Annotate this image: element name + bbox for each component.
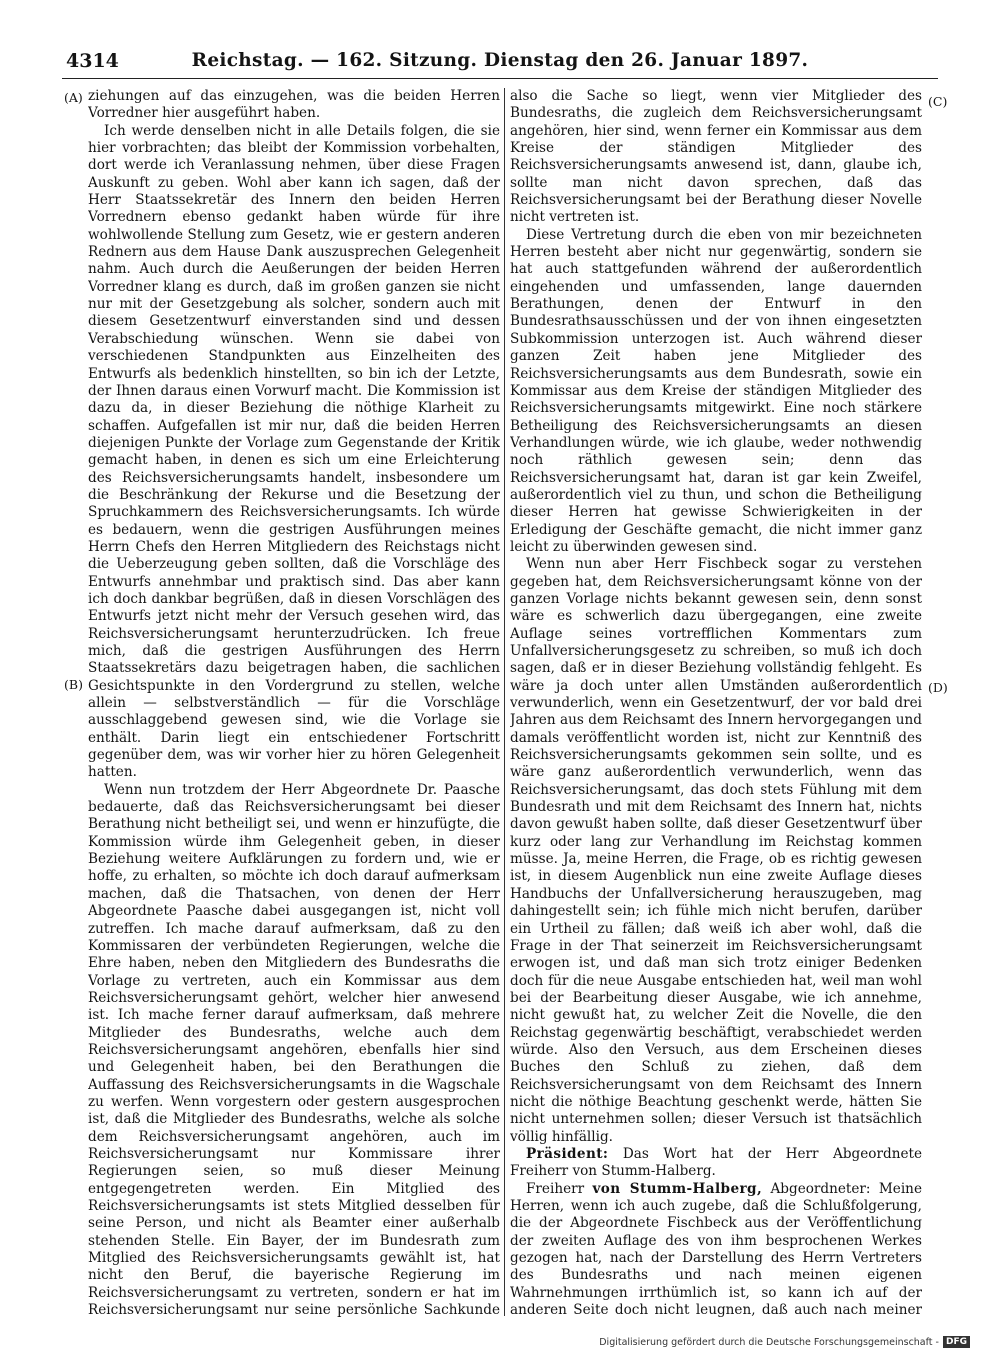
speaker-text: Abgeordneter: Meine Herren, wenn ich auch zugebe, daß die Schlußfolgerung, die der Abgeordnete Fischbeck aus der Veröffentlichung der zweiten Auflage des von ihm besprochenen Werkes gezogen hat, nach der Darstellung des Herrn Vertreters des Bundesraths und nach meinen eigenen Wahrnehmungen irrthümlich ist, so kann ich auf der anderen Seite doch nicht leugnen, daß auch nach meiner [510,1180,922,1318]
right-text-column [510,88,922,1318]
paragraph [510,1146,922,1181]
page-number: 4314 [66,50,119,72]
margin-marker-c: (C) [928,94,948,109]
dfg-logo: DFG [943,1336,970,1348]
margin-marker-a: (A) [64,90,83,105]
margin-marker-d: (D) [928,680,948,695]
paragraph: Diese Vertretung durch die eben von mir bezeichneten Herren besteht aber nicht nur gegenwärtig, sondern sie hat auch stattgefunden während der außerordentlich eingehenden und umfassenden, lange dauernden Berathungen, denen der Entwurf in den Bundesrathsausschüssen und der von ihnen eingesetzten Subkommission unterzogen ist. Auch während dieser ganzen Zeit haben jene Mitglieder des Reichsversicherungsamts aus dem Bundesrath, sowie ein Kommissar aus dem Kreise der ständigen Mitglieder des Reichsversicherungsamts mitgewirkt. Eine noch stärkere Betheiligung des Reichsversicherungsamts an diesen Verhandlungen würde, wie ich glaube, weder nothwendig noch räthlich gewesen sein; denn das Reichsversicherungsamt hat, daran ist gar kein Zweifel, außerordentlich viel zu thun, und schon die Betheiligung dieser Herren hat gewisse Schwierigkeiten in der Erledigung der Geschäfte gemacht, die nicht immer ganz leicht zu überwinden gewesen sind. [510,226,922,555]
paragraph [510,1181,922,1318]
paragraph: Wenn nun trotzdem der Herr Abgeordnete Dr. Paasche bedauerte, daß das Reichsversicherungsamt bei dieser Berathung nicht betheiligt sei, und wenn er hinzufügte, die Kommission würde ihm Gelegenheit geben, in dieser Beziehung weitere Aufklärungen zu fordern und, wie er hoffe, zu erhalten, so möchte ich doch darauf aufmerksam machen, daß die Thatsachen, von denen der Herr Abgeordnete Paasche dabei ausgegangen ist, nicht voll zutreffen. Ich mache darauf aufmerksam, daß zu den Kommissaren der verbündeten Regierungen, welche die Ehre haben, neben den Mitgliedern des Bundesraths die Vorlage zu vertreten, auch ein Kommissar aus dem Reichsversicherungsamt gehört, welcher hier anwesend ist. Ich mache ferner darauf aufmerksam, daß mehrere Mitglieder des Bundesraths, welche auch dem Reichsversicherungsamt angehören, ebenfalls hier sind und Gelegenheit haben, bei den Berathungen die Auffassung des Reichsversicherungsamts in die Wagschale zu werfen. Wenn vorgestern oder gestern ausgesprochen ist, daß die Mitglieder des Bundesraths, welche als solche dem Reichsversicherungsamt angehören, auch im Reichsversicherungsamt nur Kommissare ihrer Regierungen seien, so muß dieser Meinung entgegengetreten werden. Ein Mitglied des Reichsversicherungsamts ist stets Mitglied desselben für seine Person, und nicht als Beamter einer außerhalb stehenden Stelle. Ein Bayer, der im Bundesrath zum Mitglied des Reichsversicherungsamts gewählt ist, hat nicht den Beruf, die bayerische Regierung im Reichsversicherungsamt zu vertreten, sondern er hat im Reichsversicherungsamt nur seine persönliche Sachkunde [88,781,500,1318]
running-title: Reichstag. — 162. Sitzung. Dienstag den 26. Januar 1897. [191,50,809,71]
left-text-column [88,88,500,1318]
page-header [62,46,938,79]
speaker-title: Freiherr [526,1180,585,1197]
paragraph: Wenn nun aber Herr Fischbeck sogar zu verstehen gegeben hat, dem Reichsversicherungsamt könne von der ganzen Vorlage nichts bekannt gewesen sein, denn sonst wäre es schwerlich dazu übergegangen, eine zweite Auflage seines vortrefflichen Kommentars zum Unfallversicherungsgesetz zu schreiben, so muß ich doch sagen, daß er in dieser Beziehung vollständig fehlgeht. Es wäre ja doch unter allen Umständen außerordentlich verwunderlich, wenn ein Gesetzentwurf, der vor bald drei Jahren aus dem Reichsamt des Innern hervorgegangen und damals veröffentlicht worden ist, nicht zur Kenntniß des Reichsversicherungsamts gekommen sein sollte, und es wäre ganz außerordentlich verwunderlich, wenn das Reichsversicherungsamt, das doch stets Fühlung mit dem Bundesrath und mit dem Reichsamt des Innern hat, nichts davon gewußt haben sollte, daß dieser Gesetzentwurf über kurz oder lang zur Verhandlung im Reichstag kommen müsse. Ja, meine Herren, die Frage, ob es richtig gewesen ist, in diesem Augenblick nun eine zweite Auflage dieses Handbuchs der Unfallversicherung herauszugeben, mag dahingestellt sein; ich fühle mich nicht berufen, darüber ein Urtheil zu fällen; daß weiß ich aber wohl, daß die Frage in der That seinerzeit im Reichsversicherungsamt erwogen ist, und daß man sich trotz einiger Bedenken doch für die neue Ausgabe entschieden hat, weil man wohl bei der Bearbeitung dieser Ausgabe, wie ich annehme, nicht gewußt hat, zu welcher Zeit die Novelle, die den Reichstag gegenwärtig beschäftigt, verabschiedet werden würde. Also den Versuch, aus dem Erscheinen dieses Buches den Schluß zu ziehen, daß dem Reichsversicherungsamt von dem Reichsamt des Innern nicht die nöthige Beachtung geschenkt werde, hätten Sie nicht unternehmen sollen; dieser Versuch ist thatsächlich völlig hinfällig. [510,556,922,1145]
speaker-label: Präsident: [526,1145,609,1162]
footer [599,1336,970,1348]
footer-credit: Digitalisierung gefördert durch die Deutsche Forschungsgemeinschaft - [599,1336,939,1348]
speaker-text: Das Wort hat der Herr Abgeordnete Freiherr von Stumm-Halberg. [510,1145,922,1180]
paragraph: also die Sache so liegt, wenn vier Mitglieder des Bundesraths, die zugleich dem Reichsversicherungsamt angehören, hier sind, wenn ferner ein Kommissar aus dem Kreise der ständigen Mitglieder des Reichsversicherungsamts anwesend ist, dann, glaube ich, sollte man nicht davon sprechen, daß das Reichsversicherungsamt bei der Berathung dieser Novelle nicht vertreten ist. [510,88,922,226]
column-divider [504,88,505,1316]
speaker-name: von Stumm-Halberg, [592,1180,763,1197]
margin-marker-b: (B) [64,677,83,692]
paragraph: ziehungen auf das einzugehen, was die beiden Herren Vorredner hier ausgeführt haben. [88,88,500,122]
paragraph: Ich werde denselben nicht in alle Details folgen, die sie hier vorbrachten; das bleibt der Kommission vorbehalten, dort werde ich Veranlassung nehmen, über diese Fragen Auskunft zu geben. Wohl aber kann ich sagen, daß der Herr Staatssekretär des Innern den beiden Herren Vorrednern ebenso gedankt haben würde für ihre wohlwollende Stellung zum Gesetz, wie er gestern anderen Rednern aus dem Hause Dank auszusprechen Gelegenheit nahm. Auch durch die Aeußerungen der beiden Herren Vorredner klang es durch, daß im großen ganzen sie nicht nur mit der Gesetzgebung als solcher, sondern auch mit diesem Gesetzentwurf einverstanden sind und dessen Verabschiedung wünschen. Wenn sie dabei von verschiedenen Standpunkten aus Einzelheiten des Entwurfs als bedenklich hinstellten, so bin ich der Letzte, der Ihnen daraus einen Vorwurf macht. Die Kommission ist dazu da, in dieser Beziehung die nöthige Klarheit zu schaffen. Aufgefallen ist mir nur, daß die beiden Herren diejenigen Punkte der Vorlage zum Gegenstande der Kritik gemacht haben, in denen es sich um eine Erleichterung des Reichsversicherungsamts handelt, insbesondere um die Beschränkung der Rekurse und die Besetzung der Spruchkammern des Reichsversicherungsamts. Ich würde es bedauern, wenn die gestrigen Ausführungen meines Herrn Chefs den Herren Mitgliedern des Reichstags nicht die Ueberzeugung geben sollten, daß die Vorschläge des Entwurfs annehmbar und praktisch sind. Das aber kann ich doch dankbar begrüßen, daß in diesen Vorschlägen des Entwurfs jetzt nicht mehr der Versuch gesehen wird, das Reichsversicherungsamt herunterzudrücken. Ich freue mich, daß die gestrigen Ausführungen des Herrn Staatssekretärs dazu beigetragen haben, die sachlichen Gesichtspunkte in den Vordergrund zu stellen, welche allein — selbstverständlich — für die Vorschläge ausschlaggebend gewesen sind, wie die Vorlage sie enthält. Darin liegt ein entschiedener Fortschritt gegenüber dem, was wir vorher hier zu hören Gelegenheit hatten. [88,122,500,781]
